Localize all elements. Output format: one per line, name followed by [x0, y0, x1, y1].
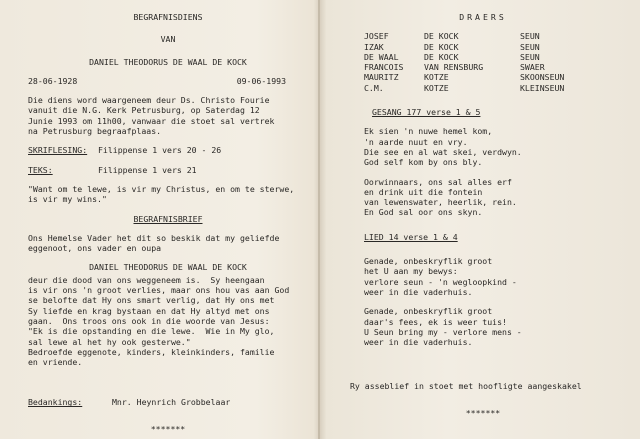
draer-relation: SKOONSEUN — [520, 72, 565, 83]
draer-first: JOSEF — [364, 31, 389, 42]
quote-line: is vir my wins." — [28, 194, 107, 205]
quote — [28, 184, 308, 205]
right-stars: ******* — [465, 407, 501, 418]
skriflesing-value: Filippense 1 vers 20 - 26 — [98, 145, 222, 156]
verse-line: U Seun bring my - verlore mens - — [364, 326, 522, 337]
skriflesing-label: SKRIFLESING: — [28, 145, 88, 156]
verse-line: het U aan my bewys: — [364, 266, 458, 277]
draer-last: DE KOCK — [424, 31, 459, 42]
service-line: vanuit die N.G. Kerk Petrusburg, op Saterdag 12 — [28, 105, 260, 116]
brief-body-line: Bedroefde eggenote, kinders, kleinkinders, familie — [28, 346, 275, 357]
bedankings-label: Bedankings: — [28, 397, 83, 408]
left-stars: ******* — [150, 423, 186, 434]
deceased-name-2: DANIEL THEODORUS DE WAAL DE KOCK — [89, 262, 247, 273]
verse-line: Ek sien 'n nuwe hemel kom, — [364, 126, 493, 137]
left-page — [0, 0, 318, 439]
quote-line: "Want om te lewe, is vir my Christus, en om te sterwe, — [28, 183, 295, 194]
brief-body-line: "Ek is die opstanding en die lewe. Wie in My glo, — [28, 326, 275, 337]
verse-line: Oorwinnaars, ons sal alles erf — [364, 176, 512, 187]
brief-body-line: se belofte dat Hy ons smart verlig, dat Hy ons met — [28, 295, 275, 306]
teks-label: TEKS: — [28, 164, 53, 175]
draer-relation: SEUN — [520, 31, 540, 42]
service-line: Die diens word waargeneem deur Ds. Christo Fourie — [28, 95, 270, 106]
draer-relation: SEUN — [520, 51, 540, 62]
brief-body-line: en vriende. — [28, 357, 83, 368]
draer-first: MAURITZ — [364, 72, 399, 83]
draer-last: KOTZE — [424, 82, 449, 93]
verse-line: Genade, onbeskryflik groot — [364, 306, 493, 317]
draer-relation: KLEINSEUN — [520, 82, 565, 93]
lied-verse-1 — [364, 256, 630, 297]
draer-last: KOTZE — [424, 72, 449, 83]
bedankings-value: Mnr. Heynrich Grobbelaar — [112, 397, 231, 408]
verse-line: God self kom by ons bly. — [364, 157, 483, 168]
lied-heading: LIED 14 verse 1 & 4 — [364, 231, 458, 242]
brief-intro — [28, 233, 308, 254]
gesang-heading: GESANG 177 verse 1 & 5 — [372, 107, 481, 118]
verse-line: En God sal oor ons skyn. — [364, 207, 483, 218]
brief-intro-line: Ons Hemelse Vader het dit so beskik dat my geliefde — [28, 232, 280, 243]
draer-first: DE WAAL — [364, 51, 399, 62]
draers-table — [364, 31, 630, 93]
program-title: BEGRAFNISDIENS — [133, 12, 203, 22]
brief-body-line: deur die dood van ons weggeneem is. Sy heengaan — [28, 274, 265, 285]
verse-line: Die see en al wat skei, verdwyn. — [364, 146, 522, 157]
draer-first: C.M. — [364, 82, 384, 93]
draer-first: IZAK — [364, 41, 384, 52]
birth-date: 28-06-1928 — [28, 75, 78, 86]
verse-line: en drink uit die fontein — [364, 186, 483, 197]
right-page — [322, 0, 640, 439]
draer-last: VAN RENSBURG — [424, 62, 484, 73]
begrafnisbrief-heading: BEGRAFNISBRIEF — [133, 213, 203, 224]
brief-body-line: gaan. Ons troos ons ook in die woorde van Jesus: — [28, 315, 270, 326]
brief-intro-line: eggenoot, ons vader en oupa — [28, 243, 162, 254]
lied-verse-2 — [364, 306, 630, 347]
brief-body-line: Sy liefde en krag bystaan en dat Hy altyd met ons — [28, 305, 270, 316]
verse-line: 'n aarde nuut en vry. — [364, 136, 468, 147]
verse-line: daar's fees, ek is weer tuis! — [364, 316, 507, 327]
draer-relation: SEUN — [520, 41, 540, 52]
skriflesing-row — [28, 145, 308, 155]
page-fold — [318, 0, 320, 439]
service-line: Junie 1993 om 11h00, vanwaar die stoet sal vertrek — [28, 115, 275, 126]
brief-body-line: is vir ons 'n groot verlies, maar ons hou vas aan God — [28, 285, 290, 296]
teks-value: Filippense 1 vers 21 — [98, 164, 197, 175]
procession-note: Ry asseblief in stoet met hoofligte aangeskakel — [350, 381, 582, 392]
dates-row — [28, 76, 308, 86]
brief-body — [28, 275, 308, 368]
verse-line: weer in die vaderhuis. — [364, 337, 473, 348]
verse-line: verlore seun - 'n wegloopkind - — [364, 276, 517, 287]
service-line: na Petrusburg begraafplaas. — [28, 126, 162, 137]
verse-line: Genade, onbeskryflik groot — [364, 256, 493, 267]
gesang-verse-1 — [364, 126, 630, 167]
teks-row — [28, 165, 308, 175]
draer-last: DE KOCK — [424, 51, 459, 62]
gesang-verse-2 — [364, 177, 630, 218]
death-date: 09-06-1993 — [236, 75, 286, 86]
service-paragraph — [28, 95, 308, 136]
draers-title: DRAERS — [459, 12, 507, 22]
draer-relation: SWAER — [520, 62, 545, 73]
brief-body-line: sal lewe al het hy ook gesterwe." — [28, 336, 191, 347]
deceased-name: DANIEL THEODORUS DE WAAL DE KOCK — [89, 56, 247, 67]
verse-line: van lewenswater, heerlik, rein. — [364, 197, 517, 208]
draer-first: FRANCOIS — [364, 62, 404, 73]
van-label: VAN — [160, 34, 176, 45]
verse-line: weer in die vaderhuis. — [364, 286, 473, 297]
bedankings-row — [28, 397, 308, 407]
draer-last: DE KOCK — [424, 41, 459, 52]
